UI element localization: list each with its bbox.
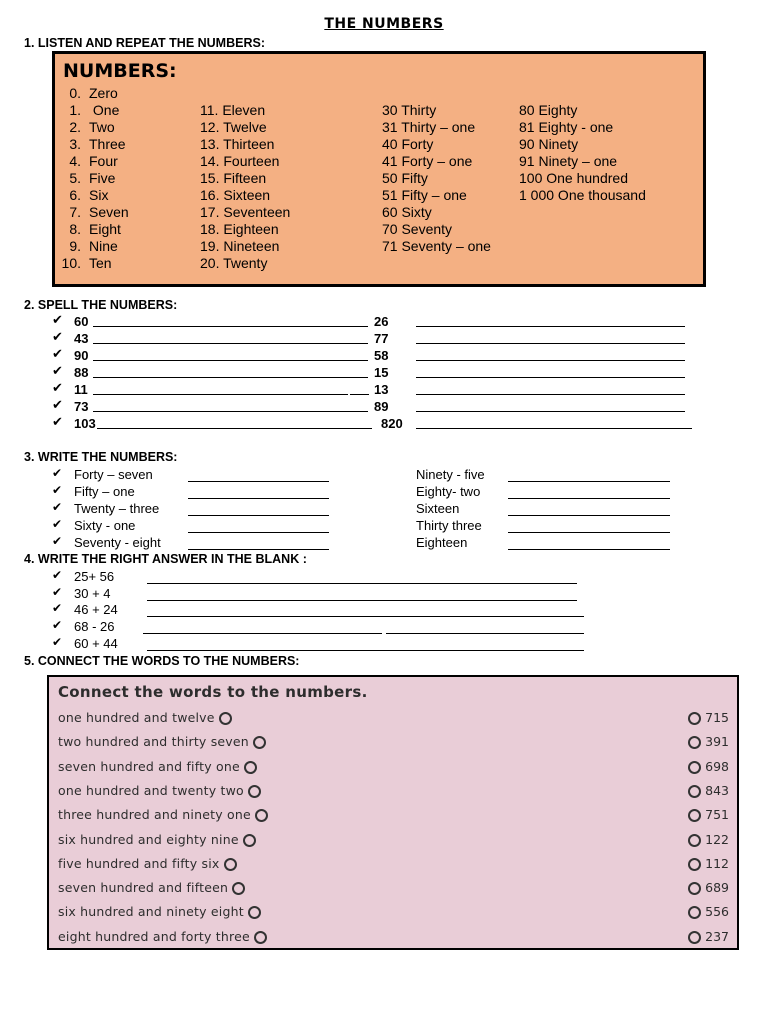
check-icon: ✔ bbox=[52, 500, 63, 514]
answer-blank[interactable] bbox=[416, 394, 685, 395]
number-entry: 40 Forty bbox=[382, 136, 434, 152]
answer-blank[interactable] bbox=[188, 481, 329, 482]
connect-number: 698 bbox=[705, 758, 729, 774]
answer-blank[interactable] bbox=[508, 515, 670, 516]
number-entry bbox=[59, 187, 129, 204]
spell-number: 43 bbox=[74, 331, 89, 346]
answer-blank[interactable] bbox=[147, 650, 584, 651]
number-entry: 81 Eighty - one bbox=[519, 119, 614, 135]
check-icon: ✔ bbox=[52, 347, 63, 362]
number-entry: 1 000 One thousand bbox=[519, 187, 646, 203]
spell-number: 11 bbox=[74, 382, 88, 397]
connect-circle-icon[interactable] bbox=[219, 712, 232, 725]
number-word: Nine bbox=[89, 238, 118, 254]
numbers-box bbox=[52, 51, 706, 287]
connect-word-row bbox=[58, 734, 270, 749]
check-icon: ✔ bbox=[52, 398, 63, 413]
connect-word: seven hundred and fifteen bbox=[58, 880, 229, 896]
spell-number: 77 bbox=[374, 331, 389, 346]
check-icon: ✔ bbox=[52, 466, 63, 480]
number-word: Zero bbox=[89, 85, 118, 101]
connect-circle-icon[interactable] bbox=[688, 882, 701, 895]
answer-blank[interactable] bbox=[508, 481, 670, 482]
connect-word-row bbox=[58, 783, 265, 798]
number-word: Seven bbox=[89, 204, 129, 220]
connect-circle-icon[interactable] bbox=[688, 712, 701, 725]
numbers-column-4 bbox=[519, 102, 646, 204]
number-entry: 80 Eighty bbox=[519, 102, 578, 118]
number-entry: 31 Thirty – one bbox=[382, 119, 476, 135]
connect-number: 112 bbox=[705, 855, 729, 871]
number-entry bbox=[59, 221, 129, 238]
connect-circle-icon[interactable] bbox=[688, 834, 701, 847]
connect-word: two hundred and thirty seven bbox=[58, 734, 249, 750]
connect-circle-icon[interactable] bbox=[688, 858, 701, 871]
sum-expression: 46 + 24 bbox=[74, 602, 118, 617]
answer-blank[interactable] bbox=[97, 428, 372, 429]
number-index: 4. bbox=[69, 153, 81, 169]
check-icon: ✔ bbox=[52, 483, 63, 497]
word-number: Thirty three bbox=[416, 518, 482, 533]
connect-box bbox=[47, 675, 739, 950]
number-index: 6. bbox=[69, 187, 81, 203]
answer-blank[interactable] bbox=[508, 532, 670, 533]
connect-heading: Connect the words to the numbers. bbox=[58, 683, 368, 701]
spell-number: 26 bbox=[374, 314, 389, 329]
number-entry: 20. Twenty bbox=[200, 255, 268, 271]
connect-number-row bbox=[684, 832, 729, 847]
number-entry: 41 Forty – one bbox=[382, 153, 473, 169]
check-icon: ✔ bbox=[52, 313, 63, 328]
connect-number: 751 bbox=[705, 807, 729, 823]
number-word: Two bbox=[89, 119, 115, 135]
answer-blank[interactable] bbox=[416, 377, 685, 378]
connect-circle-icon[interactable] bbox=[688, 809, 701, 822]
numbers-column-3 bbox=[382, 102, 491, 255]
connect-circle-icon[interactable] bbox=[254, 931, 267, 944]
answer-blank[interactable] bbox=[93, 343, 368, 344]
connect-number: 689 bbox=[705, 880, 729, 896]
spell-number: 60 bbox=[74, 314, 89, 329]
word-number: Sixteen bbox=[416, 501, 460, 516]
section-4-heading: 4. WRITE THE RIGHT ANSWER IN THE BLANK : bbox=[24, 552, 307, 566]
connect-word: eight hundred and forty three bbox=[58, 928, 250, 944]
answer-blank[interactable] bbox=[93, 411, 368, 412]
connect-word-row bbox=[58, 759, 261, 774]
word-number: Ninety - five bbox=[416, 467, 485, 482]
number-entry: 70 Seventy bbox=[382, 221, 453, 237]
number-word: Six bbox=[89, 187, 109, 203]
connect-number-row bbox=[684, 904, 729, 919]
number-entry: 17. Seventeen bbox=[200, 204, 291, 220]
connect-word: one hundred and twelve bbox=[58, 710, 215, 725]
connect-word-row bbox=[58, 856, 241, 871]
connect-word-row bbox=[58, 710, 236, 725]
spell-number: 103 bbox=[74, 416, 96, 431]
number-word: Four bbox=[89, 153, 118, 169]
connect-number-row bbox=[684, 880, 729, 895]
connect-word: three hundred and ninety one bbox=[58, 807, 251, 823]
number-index: 9. bbox=[69, 238, 81, 254]
connect-circle-icon[interactable] bbox=[688, 931, 701, 944]
connect-circle-icon[interactable] bbox=[232, 882, 245, 895]
section-5-heading: 5. CONNECT THE WORDS TO THE NUMBERS: bbox=[24, 654, 300, 668]
word-number: Eighteen bbox=[416, 535, 468, 550]
answer-blank[interactable] bbox=[143, 633, 382, 634]
check-icon: ✔ bbox=[52, 601, 63, 615]
number-entry: 15. Fifteen bbox=[200, 170, 267, 186]
number-entry: 12. Twelve bbox=[200, 119, 267, 135]
answer-blank[interactable] bbox=[93, 394, 348, 395]
connect-number-row bbox=[684, 929, 729, 944]
number-word: Five bbox=[89, 170, 116, 186]
answer-blank[interactable] bbox=[416, 411, 685, 412]
number-entry bbox=[59, 85, 129, 102]
connect-number-row bbox=[684, 807, 729, 822]
sum-expression: 68 - 26 bbox=[74, 619, 115, 634]
connect-number-row bbox=[684, 856, 729, 871]
word-number: Fifty – one bbox=[74, 484, 135, 499]
answer-blank[interactable] bbox=[416, 428, 692, 429]
connect-word: six hundred and eighty nine bbox=[58, 831, 239, 847]
check-icon: ✔ bbox=[52, 381, 63, 396]
number-index: 0. bbox=[69, 85, 81, 101]
connect-number: 715 bbox=[705, 710, 729, 725]
number-entry: 71 Seventy – one bbox=[382, 238, 491, 254]
word-number: Eighty- two bbox=[416, 484, 481, 499]
number-entry bbox=[59, 153, 129, 170]
number-entry: 14. Fourteen bbox=[200, 153, 280, 169]
number-entry: 50 Fifty bbox=[382, 170, 428, 186]
answer-blank[interactable] bbox=[93, 326, 368, 327]
connect-circle-icon[interactable] bbox=[248, 906, 261, 919]
answer-blank[interactable] bbox=[350, 394, 369, 395]
answer-blank[interactable] bbox=[93, 360, 368, 361]
connect-word-row bbox=[58, 880, 249, 895]
number-entry: 18. Eighteen bbox=[200, 221, 279, 237]
number-entry bbox=[59, 238, 129, 255]
connect-circle-icon[interactable] bbox=[253, 736, 266, 749]
number-index: 1. bbox=[69, 102, 81, 118]
sum-expression: 25+ 56 bbox=[74, 569, 115, 584]
answer-blank[interactable] bbox=[416, 343, 685, 344]
number-entry bbox=[59, 119, 129, 136]
connect-word-row bbox=[58, 929, 271, 944]
check-icon: ✔ bbox=[52, 585, 63, 599]
numbers-column-2 bbox=[200, 102, 290, 272]
spell-number: 820 bbox=[381, 416, 403, 431]
number-index: 5. bbox=[69, 170, 81, 186]
number-entry: 90 Ninety bbox=[519, 136, 579, 152]
number-word: Ten bbox=[89, 255, 112, 271]
answer-blank[interactable] bbox=[188, 515, 329, 516]
number-word: One bbox=[89, 102, 120, 118]
connect-circle-icon[interactable] bbox=[688, 785, 701, 798]
answer-blank[interactable] bbox=[386, 633, 584, 634]
numbers-column-1 bbox=[59, 85, 129, 272]
connect-word-row bbox=[58, 832, 260, 847]
connect-circle-icon[interactable] bbox=[224, 858, 237, 871]
check-icon: ✔ bbox=[52, 330, 63, 345]
connect-number: 237 bbox=[705, 928, 729, 944]
spell-number: 58 bbox=[374, 348, 389, 363]
connect-number: 843 bbox=[705, 782, 729, 798]
number-entry: 51 Fifty – one bbox=[382, 187, 467, 203]
spell-number: 73 bbox=[74, 399, 89, 414]
connect-circle-icon[interactable] bbox=[688, 906, 701, 919]
spell-number: 13 bbox=[374, 382, 389, 397]
answer-blank[interactable] bbox=[147, 600, 577, 601]
connect-number: 391 bbox=[705, 734, 729, 750]
number-index: 10. bbox=[61, 255, 81, 271]
check-icon: ✔ bbox=[52, 635, 63, 649]
answer-blank[interactable] bbox=[147, 583, 577, 584]
connect-word: five hundred and fifty six bbox=[58, 855, 220, 871]
sum-expression: 60 + 44 bbox=[74, 636, 118, 651]
word-number: Twenty – three bbox=[74, 501, 160, 516]
check-icon: ✔ bbox=[52, 534, 63, 548]
page-title: THE NUMBERS bbox=[324, 16, 444, 32]
connect-circle-icon[interactable] bbox=[248, 785, 261, 798]
answer-blank[interactable] bbox=[188, 498, 329, 499]
connect-number-row bbox=[684, 759, 729, 774]
number-entry bbox=[59, 204, 129, 221]
word-number: Forty – seven bbox=[74, 467, 153, 482]
answer-blank[interactable] bbox=[188, 532, 329, 533]
number-entry bbox=[59, 255, 129, 272]
number-entry: 60 Sixty bbox=[382, 204, 432, 220]
check-icon: ✔ bbox=[52, 618, 63, 632]
number-entry bbox=[59, 170, 129, 187]
connect-word-row bbox=[58, 904, 265, 919]
section-2-heading: 2. SPELL THE NUMBERS: bbox=[24, 298, 178, 312]
connect-circle-icon[interactable] bbox=[255, 809, 268, 822]
check-icon: ✔ bbox=[52, 415, 63, 430]
number-entry: 91 Ninety – one bbox=[519, 153, 618, 169]
sum-expression: 30 + 4 bbox=[74, 586, 111, 601]
answer-blank[interactable] bbox=[93, 377, 368, 378]
spell-number: 88 bbox=[74, 365, 89, 380]
check-icon: ✔ bbox=[52, 364, 63, 379]
number-entry: 30 Thirty bbox=[382, 102, 437, 118]
number-entry: 13. Thirteen bbox=[200, 136, 275, 152]
number-entry: 16. Sixteen bbox=[200, 187, 271, 203]
connect-circle-icon[interactable] bbox=[688, 736, 701, 749]
number-word: Eight bbox=[89, 221, 121, 237]
answer-blank[interactable] bbox=[416, 326, 685, 327]
connect-number: 122 bbox=[705, 831, 729, 847]
word-number: Sixty - one bbox=[74, 518, 136, 533]
check-icon: ✔ bbox=[52, 517, 63, 531]
number-word: Three bbox=[89, 136, 126, 152]
connect-number-row bbox=[684, 783, 729, 798]
spell-number: 15 bbox=[374, 365, 389, 380]
check-icon: ✔ bbox=[52, 568, 63, 582]
connect-word: seven hundred and fifty one bbox=[58, 758, 240, 774]
connect-number-row bbox=[684, 734, 729, 749]
answer-blank[interactable] bbox=[508, 498, 670, 499]
number-entry: 19. Nineteen bbox=[200, 238, 280, 254]
answer-blank[interactable] bbox=[508, 549, 670, 550]
section-3-heading: 3. WRITE THE NUMBERS: bbox=[24, 450, 178, 464]
spell-number: 90 bbox=[74, 348, 89, 363]
number-entry bbox=[59, 102, 129, 119]
answer-blank[interactable] bbox=[147, 616, 584, 617]
answer-blank[interactable] bbox=[416, 360, 685, 361]
connect-word: one hundred and twenty two bbox=[58, 782, 244, 798]
number-index: 3. bbox=[69, 136, 81, 152]
connect-word: six hundred and ninety eight bbox=[58, 904, 244, 920]
connect-circle-icon[interactable] bbox=[243, 834, 256, 847]
connect-word-row bbox=[58, 807, 272, 822]
number-index: 8. bbox=[69, 221, 81, 237]
connect-number-row bbox=[684, 710, 729, 725]
number-entry: 11. Eleven bbox=[200, 102, 266, 118]
number-entry bbox=[59, 136, 129, 153]
word-number: Seventy - eight bbox=[74, 535, 161, 550]
connect-number: 556 bbox=[705, 904, 729, 920]
number-index: 7. bbox=[69, 204, 81, 220]
number-entry: 100 One hundred bbox=[519, 170, 628, 186]
connect-circle-icon[interactable] bbox=[244, 761, 257, 774]
answer-blank[interactable] bbox=[188, 549, 329, 550]
spell-number: 89 bbox=[374, 399, 389, 414]
number-index: 2. bbox=[69, 119, 81, 135]
connect-circle-icon[interactable] bbox=[688, 761, 701, 774]
numbers-heading: NUMBERS: bbox=[63, 60, 177, 82]
section-1-heading: 1. LISTEN AND REPEAT THE NUMBERS: bbox=[24, 36, 265, 50]
